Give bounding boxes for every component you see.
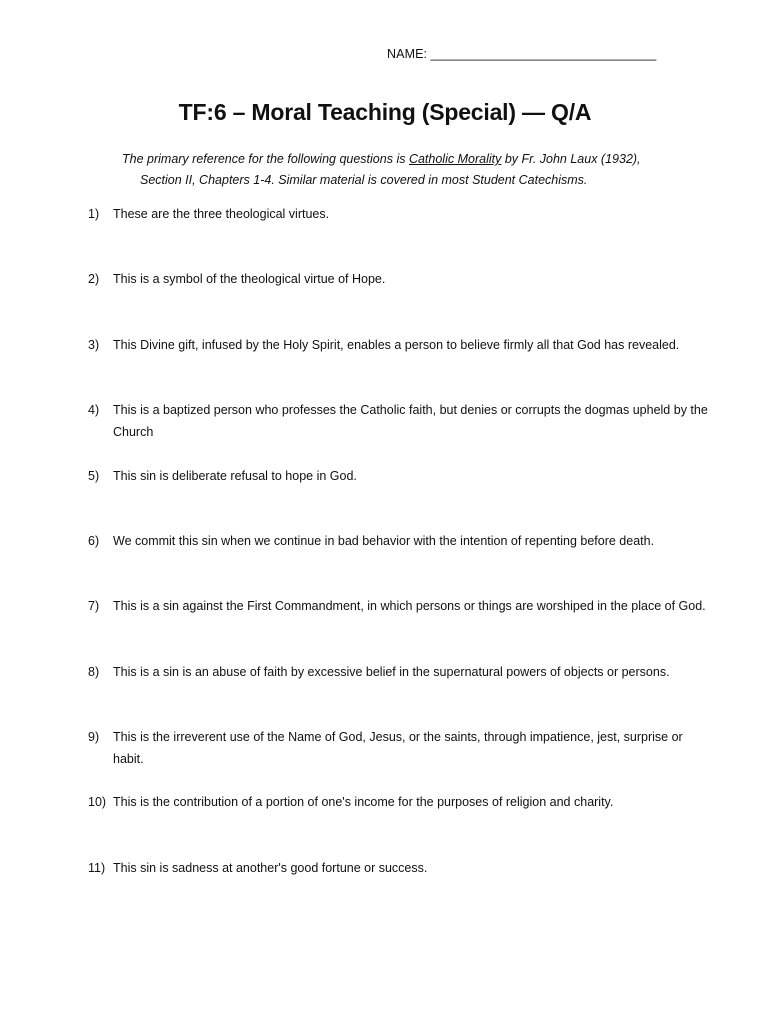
question-number: 3)	[88, 338, 100, 352]
question-7	[88, 595, 708, 617]
question-1	[88, 203, 708, 225]
question-number: 8)	[88, 665, 100, 679]
question-text: This sin is deliberate refusal to hope in God.	[113, 469, 357, 483]
question-11	[88, 857, 708, 879]
question-number: 10)	[88, 795, 107, 809]
question-text: This is a sin is an abuse of faith by excessive belief in the supernatural powers of objects or persons.	[113, 665, 670, 679]
question-5	[88, 465, 708, 487]
intro-line-2: Section II, Chapters 1-4. Similar material is covered in most Student Catechisms.	[140, 173, 588, 187]
question-text: This is the contribution of a portion of one's income for the purposes of religion and charity.	[113, 795, 614, 809]
question-9	[88, 726, 708, 770]
question-text: This sin is sadness at another's good fortune or success.	[113, 861, 428, 875]
intro-paragraph	[122, 149, 722, 191]
question-text: This is a symbol of the theological virtue of Hope.	[113, 272, 386, 286]
question-number: 11)	[88, 861, 106, 875]
question-text: This Divine gift, infused by the Holy Spirit, enables a person to believe firmly all that God has revealed.	[113, 338, 680, 352]
question-number: 6)	[88, 534, 100, 548]
question-text: This is the irreverent use of the Name of God, Jesus, or the saints, through impatience, jest, surprise or habit.	[113, 730, 683, 766]
question-text: These are the three theological virtues.	[113, 207, 330, 221]
intro-prefix: The primary reference for the following questions is	[122, 152, 409, 166]
intro-suffix: by Fr. John Laux (1932),	[501, 152, 641, 166]
question-8	[88, 661, 708, 683]
question-number: 5)	[88, 469, 100, 483]
question-3	[88, 334, 708, 356]
question-text: This is a baptized person who professes the Catholic faith, but denies or corrupts the dogmas upheld by the Church	[113, 403, 708, 439]
question-number: 1)	[88, 207, 100, 221]
question-4	[88, 399, 708, 443]
question-number: 7)	[88, 599, 100, 613]
question-10	[88, 791, 708, 813]
question-6	[88, 530, 708, 552]
question-number: 9)	[88, 730, 100, 744]
question-number: 4)	[88, 403, 100, 417]
question-number: 2)	[88, 272, 100, 286]
question-text: We commit this sin when we continue in bad behavior with the intention of repenting before death.	[113, 534, 655, 548]
name-field[interactable]: NAME: ________________________________	[387, 47, 657, 61]
reference-book-title: Catholic Morality	[408, 152, 502, 166]
question-2	[88, 268, 708, 290]
question-text: This is a sin against the First Commandment, in which persons or things are worshiped in the place of God.	[113, 599, 706, 613]
page-title: TF:6 – Moral Teaching (Special) — Q/A	[178, 99, 592, 125]
